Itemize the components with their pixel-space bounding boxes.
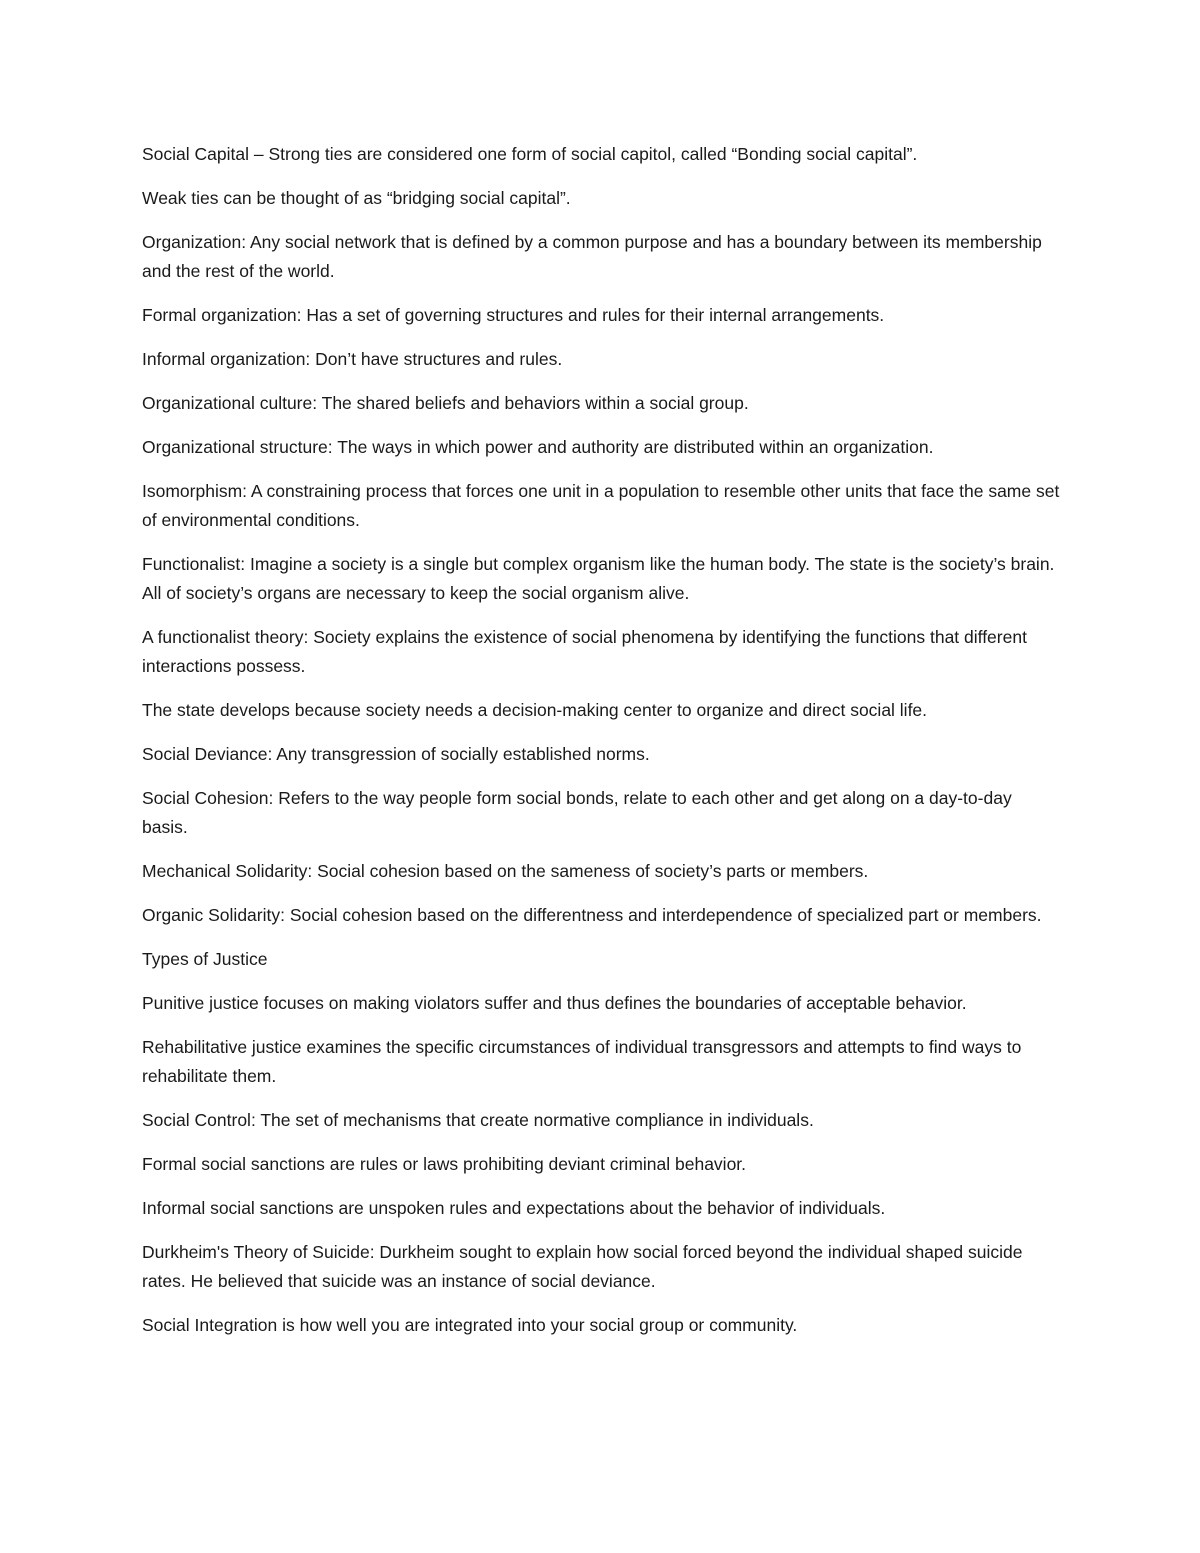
paragraph-social-integration: Social Integration is how well you are integrated into your social group or community. (142, 1315, 798, 1335)
paragraph-social-cohesion: Social Cohesion: Refers to the way people form social bonds, relate to each other and get along on a day-to-day basis. (142, 788, 1012, 837)
paragraph-social-deviance: Social Deviance: Any transgression of socially established norms. (142, 744, 650, 764)
paragraph-functionalist: Functionalist: Imagine a society is a single but complex organism like the human body. The state is the society’s brain. All of society’s organs are necessary to keep the social organism alive. (142, 554, 1055, 603)
paragraph-organic-solidarity: Organic Solidarity: Social cohesion based on the differentness and interdependence of specialized part or members. (142, 905, 1042, 925)
paragraph-organization: Organization: Any social network that is defined by a common purpose and has a boundary between its membership and the rest of the world. (142, 232, 1042, 281)
paragraph-functionalist-theory: A functionalist theory: Society explains the existence of social phenomena by identifying the functions that different interactions possess. (142, 627, 1027, 676)
paragraph-punitive-justice: Punitive justice focuses on making violators suffer and thus defines the boundaries of acceptable behavior. (142, 993, 967, 1013)
paragraph-rehabilitative-justice: Rehabilitative justice examines the specific circumstances of individual transgressors and attempts to find ways to rehabilitate them. (142, 1037, 1022, 1086)
paragraph-durkheim-suicide: Durkheim's Theory of Suicide: Durkheim sought to explain how social forced beyond the individual shaped suicide rates. He believed that suicide was an instance of social deviance. (142, 1242, 1023, 1291)
paragraph-mechanical-solidarity: Mechanical Solidarity: Social cohesion based on the sameness of society’s parts or members. (142, 861, 869, 881)
paragraph-informal-organization: Informal organization: Don’t have structures and rules. (142, 349, 563, 369)
paragraph-formal-organization: Formal organization: Has a set of governing structures and rules for their internal arrangements. (142, 305, 885, 325)
paragraph-organizational-culture: Organizational culture: The shared beliefs and behaviors within a social group. (142, 393, 749, 413)
paragraph-social-capital: Social Capital – Strong ties are considered one form of social capitol, called “Bonding social capital”. (142, 144, 918, 164)
document-body (142, 140, 1062, 1355)
paragraph-social-control: Social Control: The set of mechanisms that create normative compliance in individuals. (142, 1110, 814, 1130)
paragraph-formal-social-sanctions: Formal social sanctions are rules or laws prohibiting deviant criminal behavior. (142, 1154, 747, 1174)
paragraph-weak-ties: Weak ties can be thought of as “bridging social capital”. (142, 188, 571, 208)
paragraph-state-develops: The state develops because society needs a decision-making center to organize and direct social life. (142, 700, 928, 720)
heading-types-of-justice: Types of Justice (142, 949, 268, 969)
paragraph-organizational-structure: Organizational structure: The ways in which power and authority are distributed within an organization. (142, 437, 934, 457)
paragraph-informal-social-sanctions: Informal social sanctions are unspoken rules and expectations about the behavior of individuals. (142, 1198, 886, 1218)
paragraph-isomorphism: Isomorphism: A constraining process that forces one unit in a population to resemble other units that face the same set of environmental conditions. (142, 481, 1060, 530)
